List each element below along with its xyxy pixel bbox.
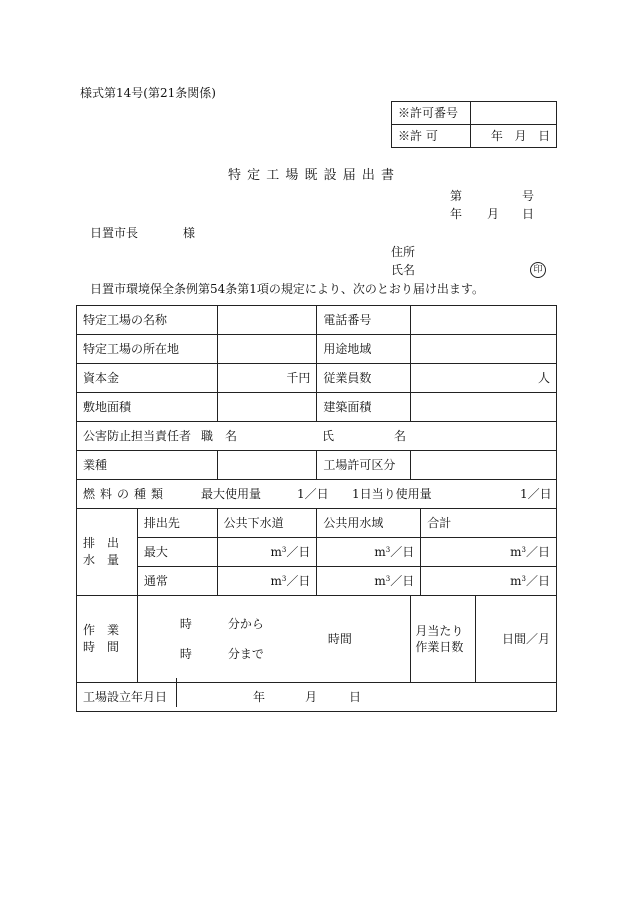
capital-label: 資本金 [83, 371, 120, 385]
drainage-label-2: 水 量 [83, 553, 120, 567]
from-label: 分から [227, 617, 264, 631]
permit-label: ※許 可 [392, 125, 471, 148]
doc-number-go: 号 [522, 189, 535, 203]
doc-date-month: 月 [487, 207, 500, 221]
hours-unit: 時間 [327, 632, 352, 646]
total-label: 合計 [427, 516, 452, 530]
established-divider [176, 678, 177, 707]
est-day: 日 [349, 690, 362, 704]
public-water-label: 公共用水域 [323, 516, 384, 530]
address-label: 住所 [391, 245, 416, 259]
hour-2: 時 [179, 647, 192, 661]
drainage-label-1: 排 出 [83, 536, 120, 550]
max-usage-label: 最大使用量 [201, 487, 262, 501]
established-row[interactable] [77, 683, 557, 712]
daily-usage-unit: 1／日 [520, 487, 552, 501]
location-field[interactable] [217, 335, 317, 364]
permit-year: 年 [490, 129, 503, 143]
permit-number-field[interactable] [471, 102, 557, 125]
building-area-label: 建築面積 [323, 400, 372, 414]
doc-date-year: 年 [450, 207, 463, 221]
monthly-days-field[interactable]: 日間／月 [476, 596, 557, 683]
discharge-dest-label: 排出先 [143, 516, 180, 530]
site-area-field[interactable] [217, 393, 317, 422]
statement: 日置市環境保全条例第54条第1項の規定により、次のとおり届け出ます。 [90, 282, 484, 296]
est-year: 年 [253, 690, 266, 704]
phone-label: 電話番号 [323, 313, 372, 327]
fuel-row[interactable] [77, 480, 557, 509]
permit-box [391, 101, 557, 148]
employees-unit: 人 [537, 371, 550, 385]
max-sewer-field[interactable]: $m^3/$日 [217, 538, 317, 567]
form-number: 様式第14号(第21条関係) [80, 86, 216, 100]
work-hours-field[interactable] [137, 596, 410, 683]
seal-mark: 印 [530, 262, 546, 278]
normal-total-field[interactable]: $m^3/$日 [421, 567, 557, 596]
until-label: 分まで [227, 647, 264, 661]
established-label: 工場設立年月日 [83, 690, 168, 704]
zoning-label: 用途地域 [323, 342, 372, 356]
daily-usage-label: 1日当り使用量 [352, 487, 432, 501]
position-label: 職 名 [201, 429, 238, 443]
hour-1: 時 [179, 617, 192, 631]
employees-field[interactable] [411, 364, 557, 393]
max-label: 最大 [143, 545, 168, 559]
factory-name-field[interactable] [217, 306, 317, 335]
monthly-days-2: 作業日数 [415, 640, 464, 654]
capital-field[interactable] [217, 364, 317, 393]
main-form-table [76, 305, 557, 712]
permit-date-field[interactable] [471, 125, 557, 148]
industry-label: 業種 [83, 458, 108, 472]
document-title: 特 定 工 場 既 設 届 出 書 [228, 168, 396, 183]
sewer-label: 公共下水道 [223, 516, 284, 530]
work-label-2: 時 間 [83, 640, 120, 654]
name-label: 氏名 [391, 263, 416, 277]
permit-day: 日 [538, 129, 551, 143]
max-usage-unit: 1／日 [297, 487, 329, 501]
addressee-honorific: 様 [183, 226, 196, 240]
manager-row[interactable] [77, 422, 557, 451]
manager-label: 公害防止担当責任者 [83, 429, 192, 443]
work-label-cell [77, 596, 138, 683]
est-month: 月 [305, 690, 318, 704]
max-public-water-field[interactable]: $m^3/$日 [317, 538, 421, 567]
phone-field[interactable] [411, 306, 557, 335]
permit-number-label: ※許可番号 [392, 102, 471, 125]
permit-category-field[interactable] [411, 451, 557, 480]
permit-month: 月 [514, 129, 527, 143]
employees-label: 従業員数 [323, 371, 372, 385]
addressee-name: 日置市長 [90, 226, 139, 240]
site-area-label: 敷地面積 [83, 400, 132, 414]
normal-public-water-field[interactable]: $m^3/$日 [317, 567, 421, 596]
drainage-label-cell [77, 509, 138, 596]
normal-label: 通常 [143, 574, 168, 588]
monthly-days-label-cell [411, 596, 476, 683]
max-total-field[interactable]: $m^3/$日 [421, 538, 557, 567]
building-area-field[interactable] [411, 393, 557, 422]
industry-field[interactable] [217, 451, 317, 480]
person-name-label: 氏 名 [322, 429, 407, 443]
fuel-type-label: 燃料の種類 [83, 487, 169, 501]
doc-number-dai: 第 [450, 189, 463, 203]
factory-name-label: 特定工場の名称 [83, 313, 168, 327]
permit-category-label: 工場許可区分 [323, 458, 396, 472]
zoning-field[interactable] [411, 335, 557, 364]
normal-sewer-field[interactable]: $m^3/$日 [217, 567, 317, 596]
location-label: 特定工場の所在地 [83, 342, 180, 356]
capital-unit: 千円 [286, 371, 311, 385]
monthly-days-1: 月当たり [415, 624, 464, 638]
work-label-1: 作 業 [83, 623, 120, 637]
doc-date-day: 日 [522, 207, 535, 221]
